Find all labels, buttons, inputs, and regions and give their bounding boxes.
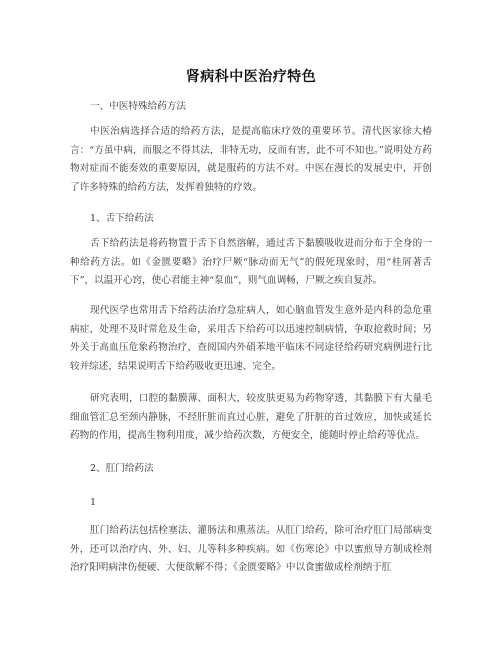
paragraph-sublingual-3: 研究表明，口腔的黏膜薄、面积大，较皮肤更易为药物穿透，其黏膜下有大量毛细血管汇总至颈内静脉，不经肝脏而直过心脏，避免了肝脏的首过效应，加快或延长药物的作用，提高生物利用度，减少给药次数，方便安全，能随时停止给药等优点。 — [70, 393, 432, 442]
paragraph-rectal-1: 肛门给药法包括栓塞法、灌肠法和熏蒸法。从肛门给药，除可治疗肛门局部病变外，还可以治疗内、外、妇、儿等科多种疾病。如《伤寒论》中以蜜煎导方制成栓剂治疗阳明病津伤便硬、大便欲解不得；《金匮要略》中以食蜜做成栓剂纳于肛 — [70, 525, 432, 574]
section-heading-sublingual: 1、舌下给药法 — [90, 213, 154, 224]
document-title: 肾病科中医治疗特色 — [185, 69, 317, 85]
list-number: 1 — [90, 497, 97, 508]
paragraph-intro: 中医治病选择合适的给药方法，是提高临床疗效的重要环节。清代医家徐大椿言：“方虽中病，而服之不得其法，非特无功，反而有害，此不可不知也。”说明处方药物对症而不能奏效的重要原因，就是服药的方法不对。中医在漫长的发展史中，开创了许多特殊的给药方法，发挥着独特的疗效。 — [70, 126, 432, 193]
section-heading-special-methods: 一、中医特殊给药方法 — [90, 101, 186, 112]
paragraph-sublingual-1: 舌下给药法是将药物置于舌下自然溶解，通过舌下黏膜吸收进而分布于全身的一种给药方法。如《金匮要略》治疗尸厥“脉动而无气”的假死现象时，用“桂屑著舌下”，以温开心窍，使心君能主神“泵血”，则气血调畅，尸厥之疾自复苏。 — [70, 238, 432, 287]
section-heading-rectal: 2、肛门给药法 — [90, 463, 154, 474]
paragraph-sublingual-2: 现代医学也常用舌下给药法治疗急症病人，如心脑血管发生意外是内科的急危重病症，处理不及时常危及生命，采用舌下给药可以迅速控制病情，争取抢救时间；另外关于高血压危象药物治疗，查阅国内外硝苯地平临床不同途径给药研究病例进行比较并综述，结果说明舌下给药吸收更迅速、完全。 — [70, 305, 432, 372]
